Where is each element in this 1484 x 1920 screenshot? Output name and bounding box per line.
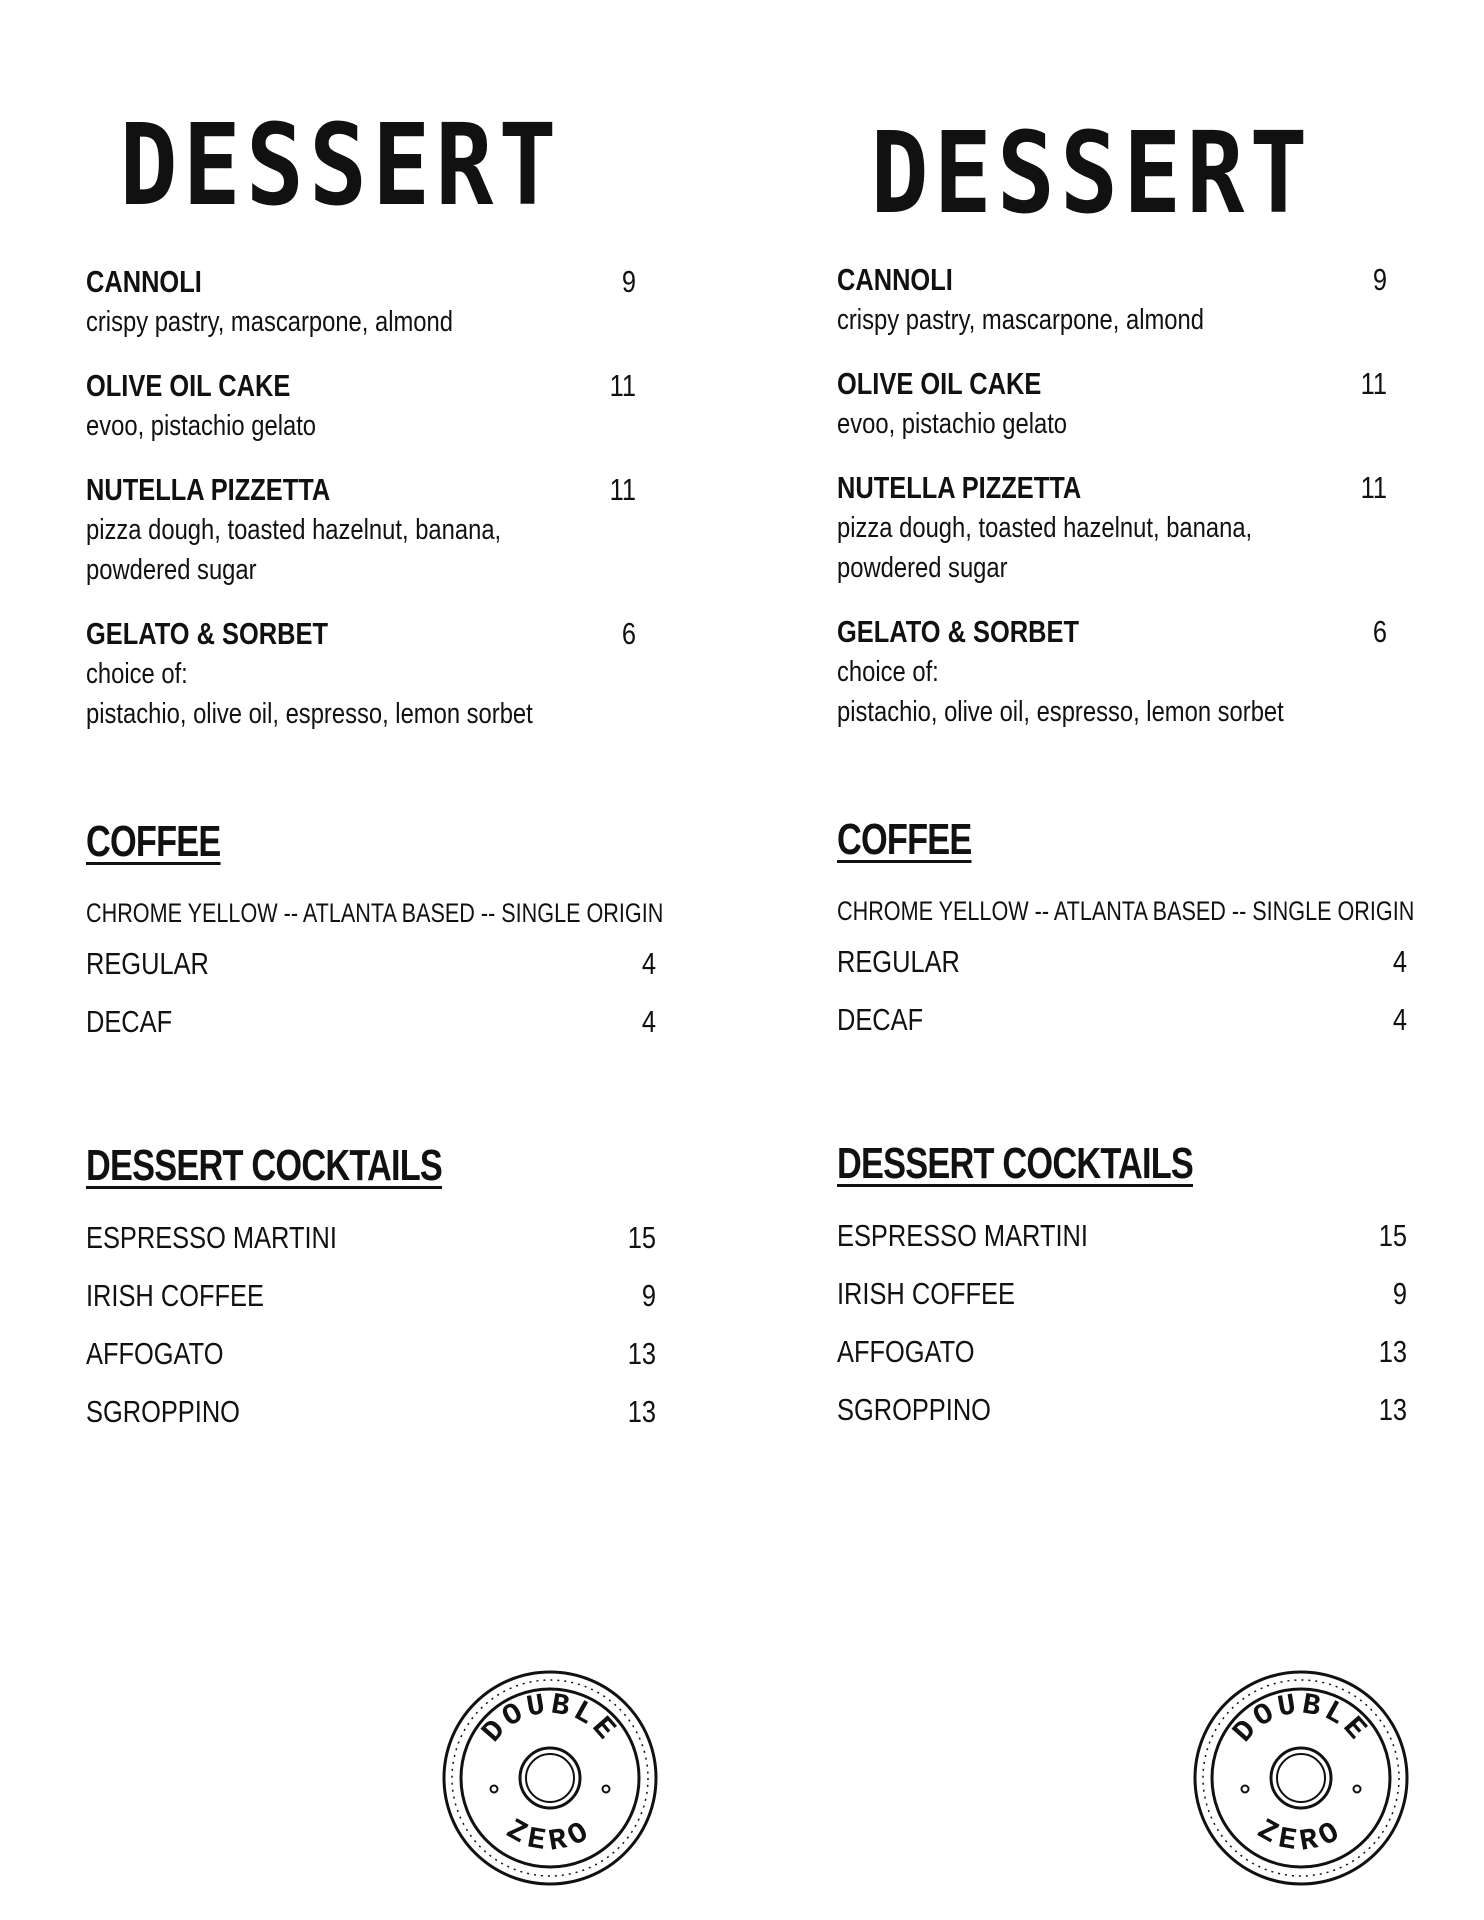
list-item bbox=[86, 1334, 656, 1392]
list-item bbox=[86, 1392, 656, 1450]
item-price: 15 bbox=[1378, 1218, 1407, 1253]
item-description: crispy pastry, mascarpone, almond bbox=[86, 306, 453, 338]
item-description: choice of: bbox=[86, 658, 188, 690]
list-item bbox=[837, 1216, 1407, 1274]
item-name: IRISH COFFEE bbox=[837, 1276, 1015, 1311]
item-name: CANNOLI bbox=[86, 264, 202, 299]
item-price: 9 bbox=[1392, 1276, 1407, 1311]
list-item bbox=[86, 470, 646, 590]
item-price: 9 bbox=[641, 1278, 656, 1313]
item-price: 13 bbox=[1378, 1334, 1407, 1369]
cocktails-heading: DESSERT COCKTAILS bbox=[86, 1141, 443, 1190]
item-price: 6 bbox=[1372, 614, 1387, 649]
item-name: NUTELLA PIZZETTA bbox=[837, 470, 1082, 505]
list-item bbox=[837, 1274, 1407, 1332]
dessert-list bbox=[86, 262, 656, 734]
list-item bbox=[837, 468, 1397, 588]
list-item bbox=[837, 1332, 1407, 1390]
item-description: powdered sugar bbox=[837, 552, 1008, 584]
item-name: REGULAR bbox=[837, 944, 960, 979]
list-item bbox=[837, 1000, 1407, 1058]
menu-panel-left bbox=[86, 0, 664, 1920]
coffee-subtitle: CHROME YELLOW -- ATLANTA BASED -- SINGLE ORIGIN bbox=[86, 898, 664, 928]
list-item bbox=[86, 262, 646, 342]
item-price: 9 bbox=[621, 264, 636, 299]
svg-text:ZERO: ZERO bbox=[500, 1813, 600, 1860]
svg-text:ZERO: ZERO bbox=[1251, 1813, 1351, 1860]
list-item bbox=[837, 260, 1397, 340]
coffee-subtitle: CHROME YELLOW -- ATLANTA BASED -- SINGLE ORIGIN bbox=[837, 896, 1415, 926]
list-item bbox=[837, 942, 1407, 1000]
item-price: 4 bbox=[1392, 944, 1407, 979]
item-description: evoo, pistachio gelato bbox=[86, 410, 317, 442]
item-description: evoo, pistachio gelato bbox=[837, 408, 1068, 440]
item-description: choice of: bbox=[837, 656, 939, 688]
list-item bbox=[86, 614, 646, 734]
coffee-list bbox=[86, 944, 656, 1060]
item-description: crispy pastry, mascarpone, almond bbox=[837, 304, 1204, 336]
item-price: 11 bbox=[1360, 470, 1387, 505]
svg-text:DOUBLE: DOUBLE bbox=[475, 1688, 625, 1750]
item-name: IRISH COFFEE bbox=[86, 1278, 264, 1313]
list-item bbox=[837, 612, 1397, 732]
cocktails-heading: DESSERT COCKTAILS bbox=[837, 1139, 1194, 1188]
item-name: DECAF bbox=[86, 1004, 173, 1039]
item-name: SGROPPINO bbox=[86, 1394, 240, 1429]
list-item bbox=[837, 364, 1397, 444]
list-item bbox=[86, 944, 656, 1002]
coffee-heading: COFFEE bbox=[86, 817, 221, 866]
item-price: 4 bbox=[1392, 1002, 1407, 1037]
item-price: 11 bbox=[609, 368, 636, 403]
item-name: ESPRESSO MARTINI bbox=[86, 1220, 337, 1255]
page-title: DESSERT bbox=[870, 109, 1313, 239]
item-description: pistachio, olive oil, espresso, lemon sorbet bbox=[837, 696, 1284, 728]
page-title: DESSERT bbox=[119, 101, 562, 231]
coffee-heading: COFFEE bbox=[837, 815, 972, 864]
coffee-list bbox=[837, 942, 1407, 1058]
item-name: CANNOLI bbox=[837, 262, 953, 297]
item-name: OLIVE OIL CAKE bbox=[837, 366, 1042, 401]
item-name: GELATO & SORBET bbox=[86, 616, 328, 651]
item-name: AFFOGATO bbox=[86, 1336, 224, 1371]
item-description: pizza dough, toasted hazelnut, banana, bbox=[837, 512, 1253, 544]
item-price: 11 bbox=[1360, 366, 1387, 401]
item-price: 4 bbox=[641, 1004, 656, 1039]
item-price: 13 bbox=[627, 1336, 656, 1371]
item-name: REGULAR bbox=[86, 946, 209, 981]
item-name: SGROPPINO bbox=[837, 1392, 991, 1427]
item-name: DECAF bbox=[837, 1002, 924, 1037]
list-item bbox=[86, 1002, 656, 1060]
double-zero-logo-icon bbox=[1190, 1667, 1412, 1889]
item-price: 15 bbox=[627, 1220, 656, 1255]
item-price: 6 bbox=[621, 616, 636, 651]
cocktail-list bbox=[86, 1218, 656, 1450]
item-price: 13 bbox=[627, 1394, 656, 1429]
item-name: ESPRESSO MARTINI bbox=[837, 1218, 1088, 1253]
item-name: NUTELLA PIZZETTA bbox=[86, 472, 331, 507]
menu-panel-right bbox=[837, 0, 1415, 1920]
list-item bbox=[86, 1218, 656, 1276]
item-price: 9 bbox=[1372, 262, 1387, 297]
cocktail-list bbox=[837, 1216, 1407, 1448]
item-description: pistachio, olive oil, espresso, lemon sorbet bbox=[86, 698, 533, 730]
item-price: 13 bbox=[1378, 1392, 1407, 1427]
svg-text:DOUBLE: DOUBLE bbox=[1226, 1688, 1376, 1750]
dessert-list bbox=[837, 260, 1407, 732]
item-price: 4 bbox=[641, 946, 656, 981]
item-description: pizza dough, toasted hazelnut, banana, bbox=[86, 514, 502, 546]
item-name: OLIVE OIL CAKE bbox=[86, 368, 291, 403]
double-zero-logo-icon bbox=[439, 1667, 661, 1889]
list-item bbox=[86, 366, 646, 446]
item-name: GELATO & SORBET bbox=[837, 614, 1079, 649]
list-item bbox=[837, 1390, 1407, 1448]
item-price: 11 bbox=[609, 472, 636, 507]
list-item bbox=[86, 1276, 656, 1334]
item-description: powdered sugar bbox=[86, 554, 257, 586]
item-name: AFFOGATO bbox=[837, 1334, 975, 1369]
